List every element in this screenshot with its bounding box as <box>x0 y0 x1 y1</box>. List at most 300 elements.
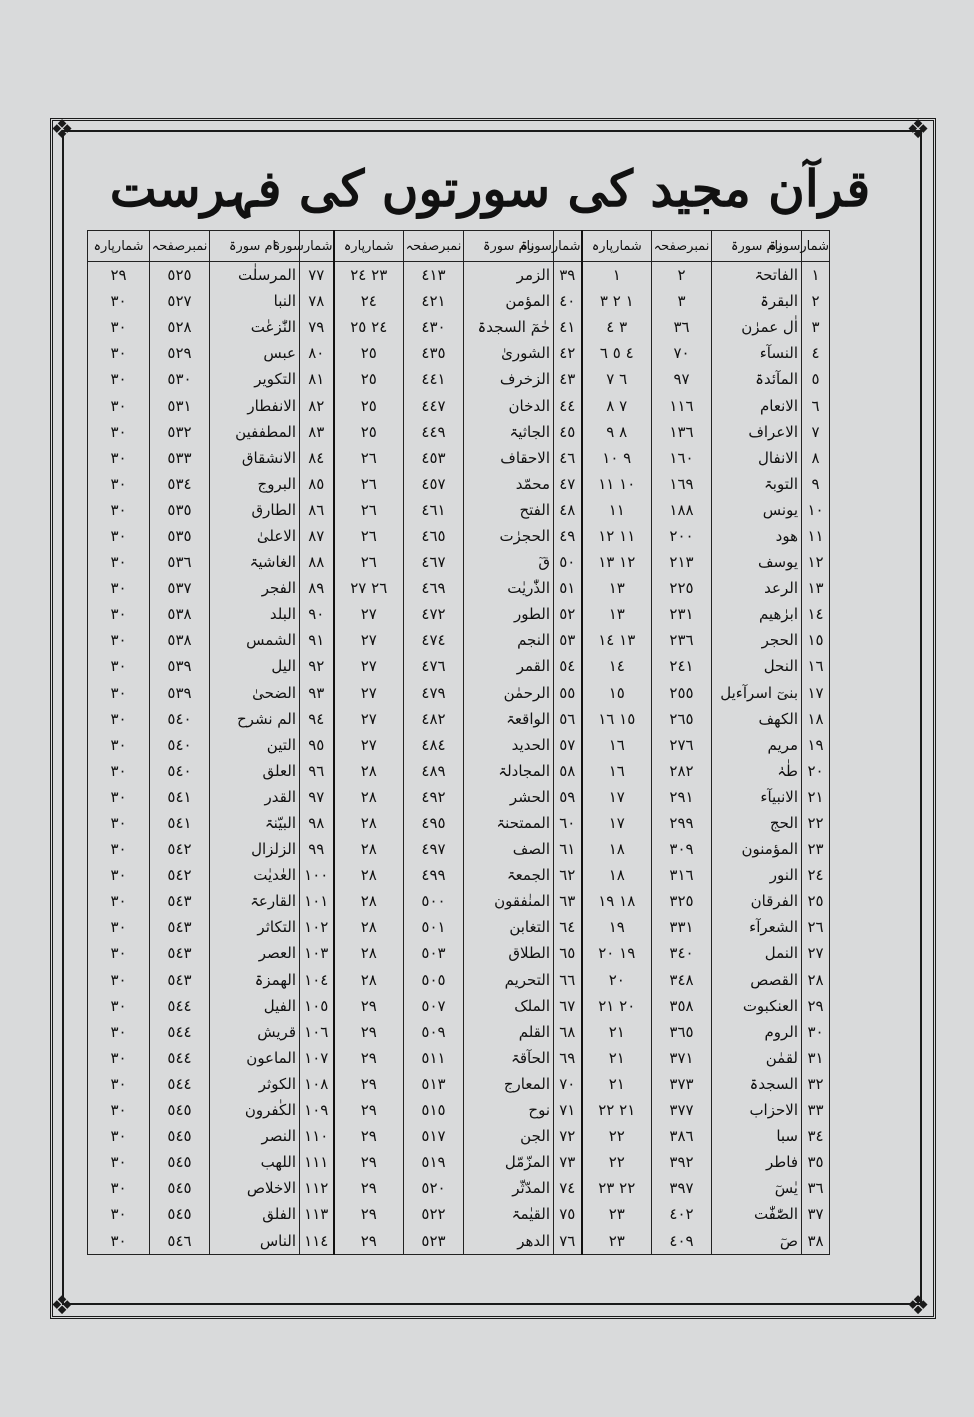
surah-name-cell: الرحمٰن <box>464 680 554 706</box>
page-number-cell: ٥٣٣ <box>150 445 210 471</box>
surah-name-cell: الحآقۃ <box>464 1045 554 1071</box>
para-number-cell: ٣٠ <box>88 1227 150 1254</box>
surah-number-cell: ٢٩ <box>802 993 830 1019</box>
table-row <box>88 940 830 966</box>
surah-name-cell: الحجرٰت <box>464 523 554 549</box>
surah-name-cell: المرسلٰت <box>210 262 300 289</box>
surah-number-cell: ٥٢ <box>554 601 582 627</box>
para-number-cell: ٢١ <box>582 1019 652 1045</box>
surah-number-cell: ٧ <box>802 419 830 445</box>
surah-name-cell: قٓ <box>464 549 554 575</box>
surah-name-cell: مریم <box>712 732 802 758</box>
page-number-cell: ٤٠٩ <box>652 1227 712 1254</box>
surah-number-cell: ٢٧ <box>802 940 830 966</box>
surah-number-cell: ٩٣ <box>300 680 334 706</box>
page-number-cell: ١٣٦ <box>652 419 712 445</box>
surah-number-cell: ٩٧ <box>300 784 334 810</box>
surah-number-cell: ١٠١ <box>300 888 334 914</box>
page-number-cell: ٣٥٨ <box>652 993 712 1019</box>
para-number-cell: ٣٠ <box>88 836 150 862</box>
surah-name-cell: النمل <box>712 940 802 966</box>
table-row <box>88 1071 830 1097</box>
para-number-cell: ٣٠ <box>88 1097 150 1123</box>
surah-name-cell: المنٰفقون <box>464 888 554 914</box>
surah-number-cell: ٥٧ <box>554 732 582 758</box>
header-surah-number: شمارسورۃ <box>554 231 582 262</box>
para-number-cell: ٢٨ <box>334 810 404 836</box>
header-page-number: نمبرصفحہ <box>652 231 712 262</box>
surah-name-cell: الشوریٰ <box>464 340 554 366</box>
surah-number-cell: ٧٣ <box>554 1149 582 1175</box>
para-number-cell: ٣٠ <box>88 732 150 758</box>
surah-number-cell: ١٠٢ <box>300 914 334 940</box>
surah-number-cell: ٦ <box>802 392 830 418</box>
surah-name-cell: بنیٓ اسرآءیل <box>712 680 802 706</box>
surah-number-cell: ٤٣ <box>554 366 582 392</box>
page-number-cell: ٥٤٤ <box>150 1019 210 1045</box>
surah-number-cell: ٩٨ <box>300 810 334 836</box>
surah-number-cell: ٥٦ <box>554 706 582 732</box>
para-number-cell: ٢١ <box>582 1045 652 1071</box>
para-number-cell: ٣٠ <box>88 967 150 993</box>
para-number-cell: ٢٧ <box>334 627 404 653</box>
para-number-cell: ١٩ ٢٠ <box>582 940 652 966</box>
surah-number-cell: ٧٠ <box>554 1071 582 1097</box>
para-number-cell: ٣٠ <box>88 471 150 497</box>
page-number-cell: ٢١٣ <box>652 549 712 575</box>
surah-number-cell: ١١٤ <box>300 1227 334 1254</box>
page-number-cell: ٣٨٦ <box>652 1123 712 1149</box>
surah-number-cell: ٩٩ <box>300 836 334 862</box>
page-number-cell: ٤٤١ <box>404 366 464 392</box>
surah-number-cell: ١٠ <box>802 497 830 523</box>
surah-name-cell: اللھب <box>210 1149 300 1175</box>
surah-name-cell: النجم <box>464 627 554 653</box>
para-number-cell: ٣٠ <box>88 627 150 653</box>
para-number-cell: ٣٠ <box>88 784 150 810</box>
surah-name-cell: الکھف <box>712 706 802 732</box>
page-number-cell: ٥٣١ <box>150 392 210 418</box>
surah-number-cell: ١٣ <box>802 575 830 601</box>
surah-number-cell: ١١٢ <box>300 1175 334 1201</box>
para-number-cell: ٣٠ <box>88 392 150 418</box>
surah-name-cell: القمر <box>464 653 554 679</box>
corner-ornament-icon: ❖ <box>906 1291 930 1321</box>
surah-name-cell: عبس <box>210 340 300 366</box>
page-number-cell: ٥٤٥ <box>150 1175 210 1201</box>
table-row <box>88 993 830 1019</box>
surah-name-cell: حٰمٓ السجدۃ <box>464 314 554 340</box>
para-number-cell: ٢١ <box>582 1071 652 1097</box>
para-number-cell: ٣٠ <box>88 888 150 914</box>
surah-number-cell: ١٠٥ <box>300 993 334 1019</box>
surah-name-cell: القدر <box>210 784 300 810</box>
para-number-cell: ٢٣ <box>582 1201 652 1227</box>
header-surah-number: شمارسورۃ <box>802 231 830 262</box>
surah-name-cell: المؤمنون <box>712 836 802 862</box>
para-number-cell: ٢٥ <box>334 366 404 392</box>
para-number-cell: ٢٣ ٢٤ <box>334 262 404 289</box>
surah-number-cell: ٣ <box>802 314 830 340</box>
para-number-cell: ٣٠ <box>88 340 150 366</box>
table-row <box>88 471 830 497</box>
surah-name-cell: الصّٰفّٰت <box>712 1201 802 1227</box>
para-number-cell: ١٣ ١٤ <box>582 627 652 653</box>
surah-number-cell: ٢٣ <box>802 836 830 862</box>
page-number-cell: ٣٦ <box>652 314 712 340</box>
surah-number-cell: ٦٨ <box>554 1019 582 1045</box>
header-page-number: نمبرصفحہ <box>404 231 464 262</box>
surah-number-cell: ١٩ <box>802 732 830 758</box>
page-number-cell: ٩٧ <box>652 366 712 392</box>
para-number-cell: ٢٩ <box>334 1201 404 1227</box>
para-number-cell: ٣٠ <box>88 523 150 549</box>
para-number-cell: ٢٢ <box>582 1149 652 1175</box>
table-row <box>88 836 830 862</box>
surah-number-cell: ١١١ <box>300 1149 334 1175</box>
surah-number-cell: ١٥ <box>802 627 830 653</box>
surah-name-cell: السجدۃ <box>712 1071 802 1097</box>
surah-name-cell: الزمر <box>464 262 554 289</box>
table-row <box>88 419 830 445</box>
page-number-cell: ١١٦ <box>652 392 712 418</box>
page-number-cell: ٥٣٥ <box>150 497 210 523</box>
para-number-cell: ٣٠ <box>88 549 150 575</box>
surah-name-cell: الممتحنۃ <box>464 810 554 836</box>
para-number-cell: ٣٠ <box>88 575 150 601</box>
surah-number-cell: ٤ <box>802 340 830 366</box>
page-number-cell: ٤٩٩ <box>404 862 464 888</box>
para-number-cell: ٦ ٧ <box>582 366 652 392</box>
page-number-cell: ٣٩٢ <box>652 1149 712 1175</box>
surah-name-cell: التکویر <box>210 366 300 392</box>
para-number-cell: ٢٩ <box>334 1149 404 1175</box>
surah-number-cell: ٥٩ <box>554 784 582 810</box>
surah-number-cell: ٢٥ <box>802 888 830 914</box>
surah-number-cell: ٤٠ <box>554 288 582 314</box>
surah-name-cell: التین <box>210 732 300 758</box>
surah-number-cell: ٦٠ <box>554 810 582 836</box>
surah-name-cell: القصص <box>712 967 802 993</box>
surah-name-cell: الطلاق <box>464 940 554 966</box>
table-row <box>88 262 830 289</box>
surah-number-cell: ٣١ <box>802 1045 830 1071</box>
para-number-cell: ٢٩ <box>334 1227 404 1254</box>
table-row <box>88 810 830 836</box>
para-number-cell: ٣٠ <box>88 758 150 784</box>
para-number-cell: ١٤ <box>582 653 652 679</box>
surah-number-cell: ١٠٩ <box>300 1097 334 1123</box>
surah-name-cell: الانبیآء <box>712 784 802 810</box>
table-header-row <box>88 231 830 262</box>
surah-number-cell: ٣٧ <box>802 1201 830 1227</box>
para-number-cell: ٣٠ <box>88 810 150 836</box>
para-number-cell: ٣٠ <box>88 288 150 314</box>
para-number-cell: ١٨ <box>582 862 652 888</box>
header-page-number: نمبرصفحہ <box>150 231 210 262</box>
page-number-cell: ٢٨٢ <box>652 758 712 784</box>
page-number-cell: ٢٥٥ <box>652 680 712 706</box>
para-number-cell: ٢٩ <box>334 993 404 1019</box>
surah-number-cell: ٤٢ <box>554 340 582 366</box>
table-row <box>88 914 830 940</box>
surah-name-cell: العصر <box>210 940 300 966</box>
page-number-cell: ٥٤٣ <box>150 940 210 966</box>
surah-number-cell: ٥٨ <box>554 758 582 784</box>
page-number-cell: ٥٤٢ <box>150 862 210 888</box>
surah-number-cell: ٣٤ <box>802 1123 830 1149</box>
table-row <box>88 627 830 653</box>
surah-number-cell: ٦٥ <box>554 940 582 966</box>
surah-number-cell: ٨٣ <box>300 419 334 445</box>
surah-number-cell: ٩٢ <box>300 653 334 679</box>
para-number-cell: ٣٠ <box>88 366 150 392</box>
surah-number-cell: ١٠٣ <box>300 940 334 966</box>
surah-name-cell: الانفال <box>712 445 802 471</box>
header-surah-name: نام سورۃ <box>464 231 554 262</box>
surah-number-cell: ٩٦ <box>300 758 334 784</box>
para-number-cell: ٢٩ <box>88 262 150 289</box>
surah-number-cell: ٩٠ <box>300 601 334 627</box>
surah-name-cell: الواقعۃ <box>464 706 554 732</box>
surah-number-cell: ٣٨ <box>802 1227 830 1254</box>
surah-number-cell: ١٠٤ <box>300 967 334 993</box>
table-row <box>88 1175 830 1201</box>
surah-name-cell: الطارق <box>210 497 300 523</box>
surah-number-cell: ٣٩ <box>554 262 582 289</box>
corner-ornament-icon: ❖ <box>50 115 74 145</box>
surah-name-cell: لقمٰن <box>712 1045 802 1071</box>
page-number-cell: ٥٤٠ <box>150 706 210 732</box>
surah-name-cell: النور <box>712 862 802 888</box>
table-row <box>88 653 830 679</box>
page-number-cell: ٢٠٠ <box>652 523 712 549</box>
surah-name-cell: التوبۃ <box>712 471 802 497</box>
para-number-cell: ١٢ ١٣ <box>582 549 652 575</box>
surah-name-cell: التکاثر <box>210 914 300 940</box>
surah-number-cell: ٨٨ <box>300 549 334 575</box>
page-number-cell: ٥٣٠ <box>150 366 210 392</box>
surah-name-cell: الاحزاب <box>712 1097 802 1123</box>
para-number-cell: ٣٠ <box>88 940 150 966</box>
table-row <box>88 314 830 340</box>
para-number-cell: ١٥ ١٦ <box>582 706 652 732</box>
surah-number-cell: ٧٩ <box>300 314 334 340</box>
surah-number-cell: ٢١ <box>802 784 830 810</box>
surah-number-cell: ٥١ <box>554 575 582 601</box>
para-number-cell: ٣٠ <box>88 680 150 706</box>
surah-number-cell: ٢٨ <box>802 967 830 993</box>
surah-name-cell: البیّنۃ <box>210 810 300 836</box>
surah-name-cell: العلق <box>210 758 300 784</box>
page-number-cell: ٢٣٦ <box>652 627 712 653</box>
page-number-cell: ٥٢٠ <box>404 1175 464 1201</box>
header-para-number: شمارپارہ <box>334 231 404 262</box>
surah-name-cell: یوسف <box>712 549 802 575</box>
para-number-cell: ٢٩ <box>334 1175 404 1201</box>
page-number-cell: ٥٣٧ <box>150 575 210 601</box>
surah-name-cell: الفاتحۃ <box>712 262 802 289</box>
surah-name-cell: الفتح <box>464 497 554 523</box>
surah-name-cell: الیل <box>210 653 300 679</box>
surah-name-cell: الحجر <box>712 627 802 653</box>
surah-name-cell: القلم <box>464 1019 554 1045</box>
surah-name-cell: الرعد <box>712 575 802 601</box>
para-number-cell: ٣٠ <box>88 314 150 340</box>
surah-number-cell: ٣٦ <box>802 1175 830 1201</box>
table-row <box>88 1019 830 1045</box>
para-number-cell: ٣٠ <box>88 706 150 732</box>
surah-number-cell: ٢٤ <box>802 862 830 888</box>
page-number-cell: ٤٧٩ <box>404 680 464 706</box>
table-row <box>88 706 830 732</box>
table-row <box>88 862 830 888</box>
surah-name-cell: النحل <box>712 653 802 679</box>
surah-name-cell: التغابن <box>464 914 554 940</box>
surah-name-cell: النسآء <box>712 340 802 366</box>
para-number-cell: ١٩ <box>582 914 652 940</box>
para-number-cell: ٢٦ <box>334 471 404 497</box>
surah-name-cell: الاعلیٰ <box>210 523 300 549</box>
surah-number-cell: ٤٨ <box>554 497 582 523</box>
surah-name-cell: الجاثیۃ <box>464 419 554 445</box>
surah-name-cell: نوح <box>464 1097 554 1123</box>
page-number-cell: ٣٤٨ <box>652 967 712 993</box>
surah-number-cell: ٨ <box>802 445 830 471</box>
surah-name-cell: الطور <box>464 601 554 627</box>
surah-number-cell: ١٠٠ <box>300 862 334 888</box>
page-number-cell: ٣٧٧ <box>652 1097 712 1123</box>
surah-name-cell: التحریم <box>464 967 554 993</box>
page-number-cell: ٥٤١ <box>150 784 210 810</box>
surah-number-cell: ٣٢ <box>802 1071 830 1097</box>
para-number-cell: ٢٨ <box>334 914 404 940</box>
page-number-cell: ٢٤١ <box>652 653 712 679</box>
page-number-cell: ٥٣٩ <box>150 680 210 706</box>
surah-number-cell: ٣٠ <box>802 1019 830 1045</box>
para-number-cell: ١٠ ١١ <box>582 471 652 497</box>
para-number-cell: ٢٠ ٢١ <box>582 993 652 1019</box>
page-number-cell: ٤٨٤ <box>404 732 464 758</box>
surah-name-cell: سبا <box>712 1123 802 1149</box>
page-number-cell: ٥٠٧ <box>404 993 464 1019</box>
page-number-cell: ٢٩٩ <box>652 810 712 836</box>
para-number-cell: ٣٠ <box>88 419 150 445</box>
page-number-cell: ٥٢٧ <box>150 288 210 314</box>
surah-name-cell: العنکبوت <box>712 993 802 1019</box>
table-row <box>88 575 830 601</box>
surah-number-cell: ٤١ <box>554 314 582 340</box>
surah-number-cell: ٦١ <box>554 836 582 862</box>
para-number-cell: ٣٠ <box>88 1123 150 1149</box>
surah-name-cell: الشعرآء <box>712 914 802 940</box>
surah-number-cell: ٢٢ <box>802 810 830 836</box>
page-number-cell: ٤٩٢ <box>404 784 464 810</box>
table-body <box>88 262 830 1255</box>
surah-name-cell: الفجر <box>210 575 300 601</box>
surah-name-cell: المدّثّر <box>464 1175 554 1201</box>
header-para-number: شمارپارہ <box>88 231 150 262</box>
para-number-cell: ٢٢ ٢٣ <box>582 1175 652 1201</box>
para-number-cell: ١٧ <box>582 784 652 810</box>
table-row <box>88 758 830 784</box>
para-number-cell: ٢١ ٢٢ <box>582 1097 652 1123</box>
header-surah-name: نام سورۃ <box>210 231 300 262</box>
para-number-cell: ١٣ <box>582 601 652 627</box>
para-number-cell: ٢٧ <box>334 706 404 732</box>
surah-name-cell: الضحیٰ <box>210 680 300 706</box>
page-number-cell: ٤٠٢ <box>652 1201 712 1227</box>
surah-name-cell: الھمزۃ <box>210 967 300 993</box>
surah-number-cell: ٥٠ <box>554 549 582 575</box>
page-number-cell: ٤٢١ <box>404 288 464 314</box>
surah-number-cell: ٩٥ <box>300 732 334 758</box>
surah-number-cell: ٥٤ <box>554 653 582 679</box>
surah-index-table <box>87 230 830 1255</box>
para-number-cell: ٢٩ <box>334 1097 404 1123</box>
page-number-cell: ٤٥٣ <box>404 445 464 471</box>
para-number-cell: ٩ ١٠ <box>582 445 652 471</box>
header-surah-name: نام سورۃ <box>712 231 802 262</box>
page-number-cell: ٥٤٢ <box>150 836 210 862</box>
page-number-cell: ٥٤١ <box>150 810 210 836</box>
page-number-cell: ٤٨٩ <box>404 758 464 784</box>
surah-name-cell: الفرقان <box>712 888 802 914</box>
surah-name-cell: طٰہٰ <box>712 758 802 784</box>
para-number-cell: ٣٠ <box>88 1201 150 1227</box>
surah-name-cell: النبا <box>210 288 300 314</box>
para-number-cell: ٢٦ ٢٧ <box>334 575 404 601</box>
page-number-cell: ٤٣٠ <box>404 314 464 340</box>
page-number-cell: ٢ <box>652 262 712 289</box>
surah-name-cell: النّٰزعٰت <box>210 314 300 340</box>
surah-name-cell: الحشر <box>464 784 554 810</box>
surah-name-cell: الدھر <box>464 1227 554 1254</box>
surah-number-cell: ١٠٧ <box>300 1045 334 1071</box>
surah-name-cell: الم نشرح <box>210 706 300 732</box>
page-number-cell: ٥٠١ <box>404 914 464 940</box>
page-number-cell: ٤٧٤ <box>404 627 464 653</box>
surah-number-cell: ٨١ <box>300 366 334 392</box>
surah-number-cell: ٤٩ <box>554 523 582 549</box>
surah-name-cell: الجن <box>464 1123 554 1149</box>
surah-name-cell: الزلزال <box>210 836 300 862</box>
table-row <box>88 288 830 314</box>
surah-number-cell: ٥٥ <box>554 680 582 706</box>
surah-name-cell: الحج <box>712 810 802 836</box>
surah-number-cell: ١٦ <box>802 653 830 679</box>
para-number-cell: ١٧ <box>582 810 652 836</box>
surah-name-cell: المجادلۃ <box>464 758 554 784</box>
para-number-cell: ٣٠ <box>88 1045 150 1071</box>
page-number-cell: ٥٤٠ <box>150 758 210 784</box>
surah-name-cell: یٰسٓ <box>712 1175 802 1201</box>
surah-name-cell: الانعام <box>712 392 802 418</box>
surah-number-cell: ٧٦ <box>554 1227 582 1254</box>
surah-name-cell: الاحقاف <box>464 445 554 471</box>
page-number-cell: ٤٨٢ <box>404 706 464 732</box>
surah-name-cell: الناس <box>210 1227 300 1254</box>
page-number-cell: ٥٤٥ <box>150 1097 210 1123</box>
page-number-cell: ٥٣٥ <box>150 523 210 549</box>
surah-name-cell: المزّمّل <box>464 1149 554 1175</box>
para-number-cell: ٢٦ <box>334 549 404 575</box>
table-row <box>88 497 830 523</box>
para-number-cell: ٢٤ ٢٥ <box>334 314 404 340</box>
surah-name-cell: البقرۃ <box>712 288 802 314</box>
para-number-cell: ٤ ٥ ٦ <box>582 340 652 366</box>
page-number-cell: ٥١١ <box>404 1045 464 1071</box>
